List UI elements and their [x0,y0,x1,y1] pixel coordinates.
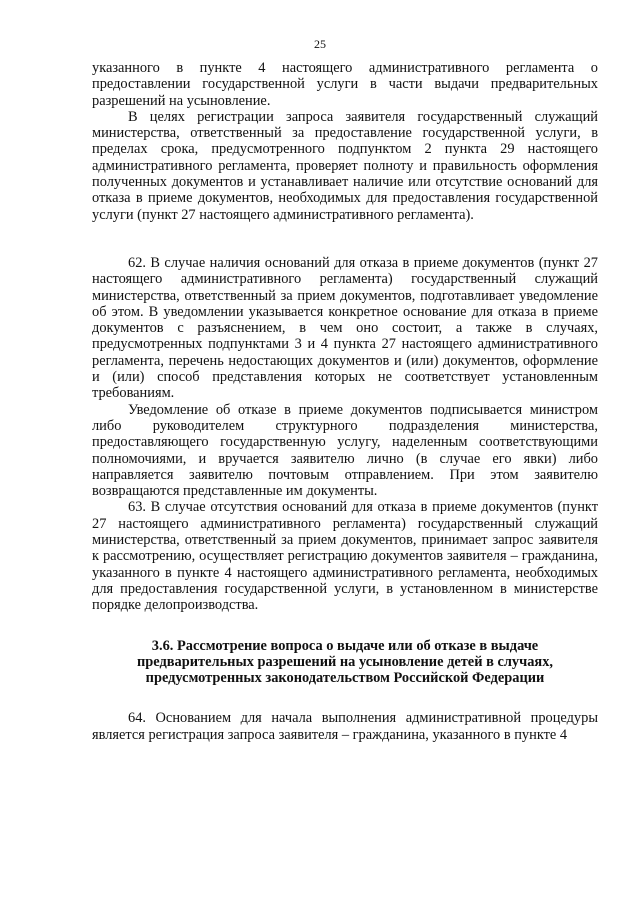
paragraph-registration-check: В целях регистрации запроса заявителя государственный служащий министерства, ответственный за предоставление государственной услуги, в пределах срока, предусмотренного подпунктом 2 пункта 29 настоящего административного регламента, проверяет полноту и правильность оформления полученных документов и устанавливает наличие или отсутствие оснований для отказа в приеме документов, необходимых для предоставления государственной услуги (пункт 27 настоящего административного регламента). [92,108,598,223]
page-number: 25 [314,37,326,51]
paragraph-refusal-notice: Уведомление об отказе в приеме документов подписывается министром либо руководителем структурного подразделения министерства, предоставляющего государственную услугу, наделенным соответствующими полномочиями, и вручается заявителю лично (в случае его явки) либо направляется заявителю почтовым отправлением. При этом заявителю возвращаются представленные им документы. [92,401,598,500]
paragraph-62: 62. В случае наличия оснований для отказа в приеме документов (пункт 27 настоящего административного регламента) государственный служащий министерства, ответственный за прием документов, подготавливает уведомление об этом. В уведомлении указывается конкретное основание для отказа в приеме документов с разъяснением, в чем оно состоит, а также в случаях, предусмотренных подпунктами 3 и 4 пункта 27 настоящего административного регламента, перечень недостающих документов и (или) документов, оформление и (или) способ представления которых не соответствует установленным требованиям. [92,254,598,402]
section-heading [92,638,598,687]
section-heading-line-3: предусмотренных законодательством Российской Федерации [145,670,545,687]
paragraph-continuation: указанного в пункте 4 настоящего административного регламента о предоставлении государственной услуги в части выдачи предварительных разрешений на усыновление. [92,60,598,109]
paragraph-63: 63. В случае отсутствия оснований для отказа в приеме документов (пункт 27 настоящего административного регламента) государственный служащий министерства, ответственный за прием документов, принимает запрос заявителя к рассмотрению, осуществляет регистрацию документов заявителя – гражданина, указанного в пункте 4 настоящего административного регламента, необходимых для предоставления государственной услуги, в установленном в министерстве порядке делопроизводства. [92,499,598,614]
paragraph-64: 64. Основанием для начала выполнения административной процедуры является регистрация запроса заявителя – гражданина, указанного в пункте 4 [92,710,598,743]
section-heading-line-2: предварительных разрешений на усыновление детей в случаях, [137,653,553,670]
document-body [92,60,598,743]
section-heading-line-1: 3.6. Рассмотрение вопроса о выдаче или об отказе в выдаче [151,637,539,654]
